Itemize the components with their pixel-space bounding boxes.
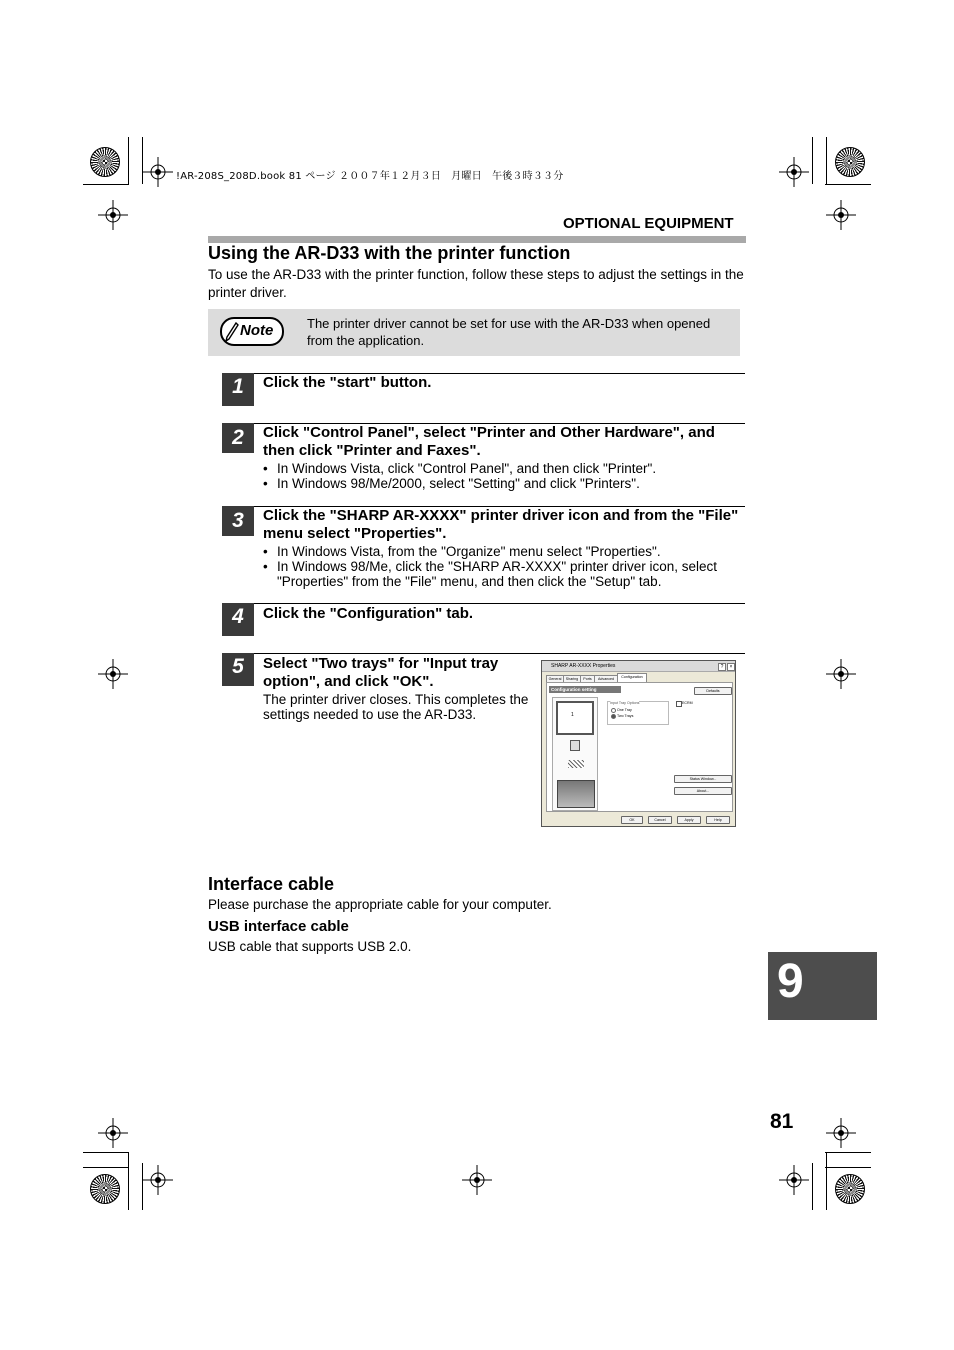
configuration-panel — [546, 682, 733, 812]
step-divider — [222, 653, 745, 654]
tray-icon — [570, 740, 580, 751]
chapter-number: 9 — [777, 955, 804, 1008]
pencil-icon — [225, 322, 239, 342]
tab-configuration: Configuration — [617, 673, 647, 683]
step-bullets — [263, 461, 745, 491]
radio-two-trays — [611, 714, 616, 719]
registration-mark — [143, 1165, 173, 1195]
panel-heading: Configuration setting — [549, 686, 621, 693]
copier-icon — [557, 780, 595, 808]
ok-button: OK — [621, 816, 643, 824]
help-button: Help — [706, 816, 730, 824]
registration-mark — [826, 1118, 856, 1148]
intro-text: To use the AR-D33 with the printer function, follow these steps to adjust the settings in the printer driver. — [208, 267, 744, 300]
tab-advanced: Advanced — [594, 675, 618, 683]
note-badge-label: Note — [240, 322, 274, 339]
tab-general: General — [546, 675, 564, 683]
ecrm-label: ECRM — [682, 701, 693, 705]
interface-heading: Interface cable — [208, 874, 335, 894]
defaults-button: Defaults — [694, 687, 732, 695]
usb-text: USB cable that supports USB 2.0. — [208, 939, 412, 954]
step-title: Click the "start" button. — [263, 374, 432, 391]
about-button: About... — [674, 787, 732, 795]
registration-mark — [462, 1165, 492, 1195]
step-body: The printer driver closes. This completes the settings needed to use the AR-D33. — [263, 692, 529, 722]
status-window-button: Status Window... — [674, 775, 732, 783]
radio-one-tray-label: One Tray — [617, 708, 632, 712]
step-number: 2 — [222, 423, 254, 453]
star-target-top-left — [90, 147, 120, 177]
radio-two-trays-label: Two Trays — [617, 714, 634, 718]
note-text: The printer driver cannot be set for use with the AR-D33 when opened from the application. — [307, 316, 711, 348]
registration-mark — [98, 200, 128, 230]
radio-one-tray — [611, 708, 616, 713]
step-title: Click "Control Panel", select "Printer and Other Hardware", and then click "Printer and Faxes". — [263, 424, 715, 459]
main-heading: Using the AR-D33 with the printer function — [208, 243, 571, 263]
registration-mark — [98, 659, 128, 689]
step-title: Select "Two trays" for "Input tray option", and click "OK". — [263, 655, 499, 690]
bullet-item: • In Windows Vista, from the "Organize" menu select "Properties". — [263, 544, 745, 559]
step-divider — [222, 603, 745, 604]
help-icon: ? — [718, 663, 726, 671]
step-number: 1 — [222, 373, 254, 406]
usb-heading: USB interface cable — [208, 918, 349, 935]
group-label: Input Tray Options — [610, 701, 640, 705]
print-header: !AR-208S_208D.book 81 ページ ２００７年１２月３日 月曜日 午後３時３３分 — [176, 171, 564, 182]
note-box — [208, 309, 740, 356]
registration-mark — [826, 659, 856, 689]
paper-icon — [568, 760, 584, 768]
registration-mark — [779, 1165, 809, 1195]
step-number: 4 — [222, 603, 254, 636]
section-label: OPTIONAL EQUIPMENT — [563, 215, 734, 232]
registration-mark — [98, 1118, 128, 1148]
properties-dialog-screenshot — [541, 660, 736, 827]
interface-text: Please purchase the appropriate cable for your computer. — [208, 897, 552, 912]
registration-mark — [143, 157, 173, 187]
bullet-item: • In Windows 98/Me, click the "SHARP AR-XXXX" printer driver icon, select "Properties" from the "File" menu, and then click the "Setup" tab. — [263, 559, 745, 589]
star-target-top-right — [835, 147, 865, 177]
bullet-item: • In Windows 98/Me/2000, select "Setting" and click "Printers". — [263, 476, 745, 491]
note-badge — [220, 317, 284, 346]
registration-mark — [826, 200, 856, 230]
tab-ports: Ports — [580, 675, 595, 683]
step-number: 5 — [222, 653, 254, 686]
registration-mark — [779, 157, 809, 187]
input-tray-group — [607, 701, 669, 725]
step-number: 3 — [222, 506, 254, 536]
section-rule — [208, 236, 746, 243]
printer-preview — [552, 697, 598, 811]
dialog-title: SHARP AR-XXXX Properties — [551, 663, 616, 669]
tab-sharing: Sharing — [563, 675, 581, 683]
star-target-bottom-left — [90, 1174, 120, 1204]
close-icon: × — [727, 663, 735, 671]
chapter-tab — [768, 952, 877, 1020]
cancel-button: Cancel — [648, 816, 672, 824]
step-bullets — [263, 544, 745, 589]
apply-button: Apply — [677, 816, 701, 824]
page-number: 81 — [770, 1110, 794, 1133]
step-title: Click the "SHARP AR-XXXX" printer driver icon and from the "File" menu select "Properties". — [263, 507, 739, 542]
step-title: Click the "Configuration" tab. — [263, 605, 474, 622]
bullet-item: • In Windows Vista, click "Control Panel", and then click "Printer". — [263, 461, 745, 476]
star-target-bottom-right — [835, 1174, 865, 1204]
tray-number: 1 — [571, 712, 574, 718]
dialog-title-bar — [542, 661, 735, 672]
